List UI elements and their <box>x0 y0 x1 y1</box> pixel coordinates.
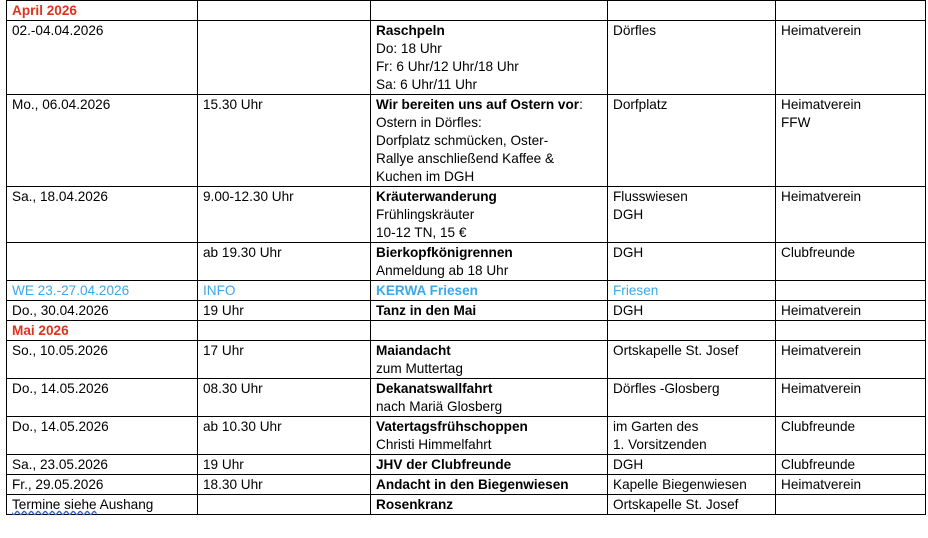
time-text: 17 Uhr <box>203 343 244 358</box>
time-text: 19 Uhr <box>203 457 244 472</box>
time-text: 15.30 Uhr <box>203 97 263 112</box>
organizer-cell <box>776 379 926 417</box>
month-label: Mai 2026 <box>12 323 69 338</box>
organizer-text: Heimatverein <box>781 303 862 318</box>
place-cell <box>608 243 776 281</box>
date-cell <box>7 21 198 95</box>
place-cell <box>608 495 776 515</box>
event-row <box>7 417 926 455</box>
place-cell <box>608 187 776 243</box>
info-row <box>7 281 926 301</box>
date-cell <box>7 301 198 321</box>
event-title: Vatertagsfrühschoppen <box>376 419 528 434</box>
event-row <box>7 187 926 243</box>
place-text: DGH <box>613 207 644 222</box>
date-text: Mo., 06.04.2026 <box>12 97 111 112</box>
time-text: INFO <box>203 283 236 298</box>
organizer-text: Heimatverein <box>781 23 862 38</box>
organizer-text: Heimatverein <box>781 97 862 112</box>
time-cell <box>198 495 371 515</box>
date-text: Aushang <box>96 497 154 512</box>
notice-link[interactable]: Termine siehe <box>12 497 97 512</box>
date-text: Sa., 18.04.2026 <box>12 189 108 204</box>
event-title: Kräuterwanderung <box>376 189 497 204</box>
organizer-cell <box>776 187 926 243</box>
event-cell <box>371 417 608 455</box>
place-text: Ortskapelle St. Josef <box>613 497 739 512</box>
event-title: Maiandacht <box>376 343 451 358</box>
month-cell <box>7 1 198 21</box>
month-header-row <box>7 321 926 341</box>
event-title-line <box>376 342 602 360</box>
organizer-cell <box>776 475 926 495</box>
place-cell <box>608 21 776 95</box>
empty-cell <box>371 321 608 341</box>
organizer-cell <box>776 301 926 321</box>
place-text: Friesen <box>613 283 659 298</box>
event-detail: zum Muttertag <box>376 361 463 376</box>
event-title: Dekanatswallfahrt <box>376 381 493 396</box>
time-text: 9.00-12.30 Uhr <box>203 189 294 204</box>
place-text: DGH <box>613 245 644 260</box>
organizer-text: Heimatverein <box>781 477 862 492</box>
event-detail: Christi Himmelfahrt <box>376 437 492 452</box>
time-text: ab 19.30 Uhr <box>203 245 282 260</box>
date-text: WE 23.-27.04.2026 <box>12 283 130 298</box>
place-text: 1. Vorsitzenden <box>613 437 707 452</box>
place-text: Dörfles <box>613 23 657 38</box>
event-row <box>7 95 926 187</box>
place-text: Flusswiesen <box>613 189 688 204</box>
organizer-text: Heimatverein <box>781 381 862 396</box>
date-cell <box>7 455 198 475</box>
event-title: Raschpeln <box>376 23 445 38</box>
place-text: Kapelle Biegenwiesen <box>613 477 747 492</box>
organizer-cell <box>776 95 926 187</box>
event-cell <box>371 495 608 515</box>
place-cell <box>608 417 776 455</box>
organizer-cell <box>776 495 926 515</box>
time-text: 19 Uhr <box>203 303 244 318</box>
empty-cell <box>198 1 371 21</box>
event-cell <box>371 243 608 281</box>
time-cell <box>198 187 371 243</box>
organizer-text: Clubfreunde <box>781 419 856 434</box>
schedule-table <box>6 0 926 515</box>
time-cell <box>198 455 371 475</box>
organizer-text: Heimatverein <box>781 189 862 204</box>
place-cell <box>608 475 776 495</box>
empty-cell <box>776 1 926 21</box>
event-title: KERWA Friesen <box>376 283 478 298</box>
event-title-line <box>376 476 602 494</box>
event-title: Tanz in den Mai <box>376 303 477 318</box>
event-title-line <box>376 380 602 398</box>
organizer-text: Heimatverein <box>781 343 862 358</box>
time-text: 18.30 Uhr <box>203 477 263 492</box>
place-cell <box>608 95 776 187</box>
place-cell <box>608 341 776 379</box>
date-cell <box>7 243 198 281</box>
empty-cell <box>371 1 608 21</box>
schedule-body <box>7 1 926 515</box>
time-cell <box>198 95 371 187</box>
event-row <box>7 495 926 515</box>
place-cell <box>608 455 776 475</box>
event-detail: Frühlingskräuter <box>376 207 475 222</box>
organizer-cell <box>776 21 926 95</box>
organizer-text: Clubfreunde <box>781 457 856 472</box>
date-cell <box>7 281 198 301</box>
event-cell <box>371 455 608 475</box>
organizer-cell <box>776 341 926 379</box>
date-cell <box>7 95 198 187</box>
event-cell <box>371 475 608 495</box>
organizer-cell <box>776 455 926 475</box>
event-title-line <box>376 418 602 436</box>
event-title-line <box>376 302 602 320</box>
event-row <box>7 301 926 321</box>
date-text: Do., 14.05.2026 <box>12 419 109 434</box>
event-title-line <box>376 282 602 300</box>
event-cell <box>371 281 608 301</box>
event-title-line <box>376 96 602 114</box>
event-title-suffix: : <box>579 97 583 112</box>
event-detail: Do: 18 Uhr <box>376 41 442 56</box>
date-cell <box>7 379 198 417</box>
event-title: Rosenkranz <box>376 497 454 512</box>
organizer-text: FFW <box>781 115 811 130</box>
organizer-cell <box>776 243 926 281</box>
event-cell <box>371 21 608 95</box>
event-title: JHV der Clubfreunde <box>376 457 512 472</box>
empty-cell <box>608 321 776 341</box>
event-cell <box>371 301 608 321</box>
place-text: Dörfles -Glosberg <box>613 381 720 396</box>
empty-cell <box>198 321 371 341</box>
event-row <box>7 21 926 95</box>
event-row <box>7 243 926 281</box>
event-detail: Ostern in Dörfles: <box>376 115 482 130</box>
event-title: Bierkopfkönigrennen <box>376 245 513 260</box>
date-cell <box>7 475 198 495</box>
date-text: So., 10.05.2026 <box>12 343 108 358</box>
date-text: 02.-04.04.2026 <box>12 23 104 38</box>
date-text: Sa., 23.05.2026 <box>12 457 108 472</box>
event-detail: Sa: 6 Uhr/11 Uhr <box>376 77 477 92</box>
event-detail: nach Mariä Glosberg <box>376 399 503 414</box>
event-row <box>7 341 926 379</box>
event-detail: Kuchen im DGH <box>376 169 475 184</box>
date-cell <box>7 495 198 515</box>
event-cell <box>371 341 608 379</box>
time-cell <box>198 21 371 95</box>
time-text: 08.30 Uhr <box>203 381 263 396</box>
date-cell <box>7 417 198 455</box>
date-cell <box>7 187 198 243</box>
time-cell <box>198 417 371 455</box>
place-cell <box>608 301 776 321</box>
time-cell <box>198 281 371 301</box>
event-cell <box>371 95 608 187</box>
organizer-text: Clubfreunde <box>781 245 856 260</box>
event-title-line <box>376 244 602 262</box>
date-text: Do., 14.05.2026 <box>12 381 109 396</box>
empty-cell <box>776 321 926 341</box>
time-text: ab 10.30 Uhr <box>203 419 282 434</box>
event-cell <box>371 187 608 243</box>
time-cell <box>198 243 371 281</box>
event-cell <box>371 379 608 417</box>
month-cell <box>7 321 198 341</box>
place-text: Dorfplatz <box>613 97 668 112</box>
event-detail: Anmeldung ab 18 Uhr <box>376 263 509 278</box>
time-cell <box>198 379 371 417</box>
event-detail: Dorfplatz schmücken, Oster- <box>376 133 549 148</box>
date-cell <box>7 341 198 379</box>
date-text: Do., 30.04.2026 <box>12 303 109 318</box>
place-cell <box>608 281 776 301</box>
event-title-line <box>376 456 602 474</box>
month-header-row <box>7 1 926 21</box>
month-label: April 2026 <box>12 3 77 18</box>
place-text: im Garten des <box>613 419 699 434</box>
place-cell <box>608 379 776 417</box>
place-text: Ortskapelle St. Josef <box>613 343 739 358</box>
event-detail: Fr: 6 Uhr/12 Uhr/18 Uhr <box>376 59 519 74</box>
empty-cell <box>608 1 776 21</box>
event-row <box>7 379 926 417</box>
event-title-line <box>376 188 602 206</box>
event-title: Andacht in den Biegenwiesen <box>376 477 569 492</box>
place-text: DGH <box>613 303 644 318</box>
event-detail: Rallye anschließend Kaffee & <box>376 151 555 166</box>
event-row <box>7 455 926 475</box>
date-text: Fr., 29.05.2026 <box>12 477 104 492</box>
event-title-line <box>376 22 602 40</box>
time-cell <box>198 301 371 321</box>
organizer-cell <box>776 417 926 455</box>
event-row <box>7 475 926 495</box>
event-title: Wir bereiten uns auf Ostern vor <box>376 97 580 112</box>
event-title-line <box>376 496 602 514</box>
organizer-cell <box>776 281 926 301</box>
event-detail: 10-12 TN, 15 € <box>376 225 467 240</box>
place-text: DGH <box>613 457 644 472</box>
time-cell <box>198 475 371 495</box>
time-cell <box>198 341 371 379</box>
